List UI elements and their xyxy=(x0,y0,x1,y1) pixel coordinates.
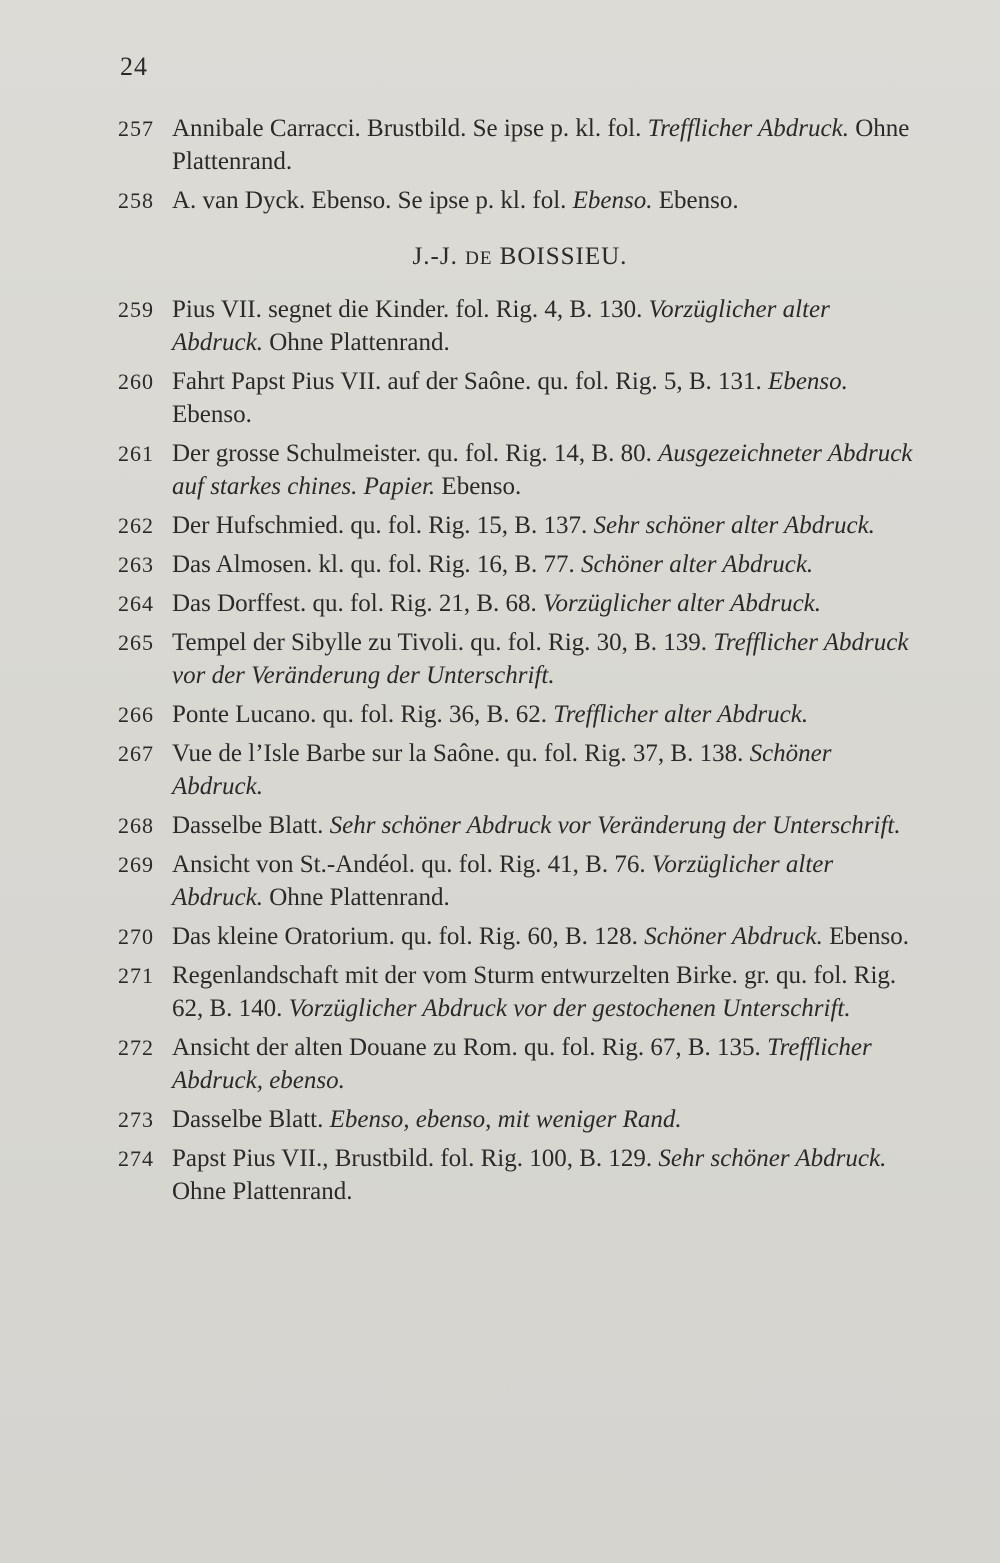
entry-number: 257 xyxy=(118,116,154,141)
entry-text: Ebenso. xyxy=(172,401,252,428)
entry-text: Das Dorffest. qu. fol. Rig. 21, B. 68. xyxy=(172,590,544,617)
entry-condition-italic: Schöner Abdruck. xyxy=(644,923,823,950)
entry-description xyxy=(172,923,909,950)
catalog-entry xyxy=(0,587,1000,620)
heading-initials: J.-J. xyxy=(412,243,458,270)
entry-number: 260 xyxy=(118,369,154,394)
entry-description xyxy=(172,962,896,1022)
entry-condition-italic: Trefflicher Abdruck. xyxy=(647,115,849,142)
catalog-entry xyxy=(0,959,1000,1025)
catalog-entry xyxy=(0,184,1000,217)
entry-text: Der Hufschmied. qu. fol. Rig. 15, B. 137. xyxy=(172,512,594,539)
entry-condition-italic: Vorzüglicher alter Abdruck. xyxy=(172,851,834,911)
catalog-entry xyxy=(0,293,1000,359)
entry-number: 269 xyxy=(118,852,154,877)
entry-condition-italic: Ebenso. xyxy=(768,368,848,395)
catalog-entry xyxy=(0,437,1000,503)
catalog-entry xyxy=(0,626,1000,692)
entry-description xyxy=(172,1145,886,1205)
entry-text: Fahrt Papst Pius VII. auf der Saône. qu. fol. Rig. 5, B. 131. xyxy=(172,368,769,395)
entry-text: Annibale Carracci. Brustbild. Se ipse p. kl. fol. xyxy=(172,115,648,142)
entry-number: 259 xyxy=(118,297,154,322)
entry-condition-italic: Schöner Abdruck. xyxy=(172,740,832,800)
entry-text: Vue de l’Isle Barbe sur la Saône. qu. fol. Rig. 37, B. 138. xyxy=(172,740,750,767)
catalog-entry xyxy=(0,548,1000,581)
entry-condition-italic: Vorzüglicher alter Abdruck. xyxy=(543,590,822,617)
entry-text: Das kleine Oratorium. qu. fol. Rig. 60, B. 128. xyxy=(172,923,645,950)
catalog-entry xyxy=(0,1142,1000,1208)
entry-number: 258 xyxy=(118,188,154,213)
entry-description xyxy=(172,851,833,911)
entry-text: Tempel der Sibylle zu Tivoli. qu. fol. Rig. 30, B. 139. xyxy=(172,629,714,656)
entry-description xyxy=(172,812,901,839)
entry-number: 263 xyxy=(118,552,154,577)
entry-text: Ponte Lucano. qu. fol. Rig. 36, B. 62. xyxy=(172,701,554,728)
entry-text: Papst Pius VII., Brustbild. fol. Rig. 100, B. 129. xyxy=(172,1145,659,1172)
entry-description xyxy=(172,512,875,539)
entry-text: Ohne Plattenrand. xyxy=(262,884,450,911)
entry-number: 271 xyxy=(118,963,154,988)
entry-condition-italic: Trefflicher Abdruck vor der Veränderung der Unterschrift. xyxy=(172,629,909,689)
entry-text: Ohne Plattenrand. xyxy=(172,1178,353,1205)
heading-surname: BOISSIEU. xyxy=(499,243,628,270)
heading-particle: DE xyxy=(465,248,493,269)
entry-condition-italic: Sehr schöner Abdruck. xyxy=(658,1145,887,1172)
entry-condition-italic: Sehr schöner alter Abdruck. xyxy=(593,512,875,539)
catalog-entry xyxy=(0,698,1000,731)
entry-description xyxy=(172,740,832,800)
catalog-entry xyxy=(0,809,1000,842)
entry-description xyxy=(172,590,821,617)
page-number: 24 xyxy=(120,52,148,81)
catalog-entry xyxy=(0,509,1000,542)
catalog-entry xyxy=(0,112,1000,178)
entry-text: Ohne Plattenrand. xyxy=(172,115,910,175)
entry-description xyxy=(172,629,908,689)
entries-before-section xyxy=(0,112,1000,217)
entry-text: Ansicht der alten Douane zu Rom. qu. fol. Rig. 67, B. 135. xyxy=(172,1034,768,1061)
entry-text: Der grosse Schulmeister. qu. fol. Rig. 14, B. 80. xyxy=(172,440,659,467)
entry-description xyxy=(172,368,848,428)
entry-text: Dasselbe Blatt. xyxy=(172,812,330,839)
entry-number: 267 xyxy=(118,741,154,766)
entry-condition-italic: Vorzüglicher Abdruck vor der gestochenen Unterschrift. xyxy=(288,995,851,1022)
entry-description xyxy=(172,115,909,175)
entry-number: 274 xyxy=(118,1146,154,1171)
entry-text: A. van Dyck. Ebenso. Se ipse p. kl. fol. xyxy=(172,187,573,214)
entry-number: 262 xyxy=(118,513,154,538)
entry-number: 264 xyxy=(118,591,154,616)
catalog-entry xyxy=(0,737,1000,803)
entry-condition-italic: Ebenso, ebenso, mit weniger Rand. xyxy=(329,1106,682,1133)
entry-number: 273 xyxy=(118,1107,154,1132)
entry-description xyxy=(172,551,813,578)
entry-number: 266 xyxy=(118,702,154,727)
entry-condition-italic: Ebenso. xyxy=(572,187,653,214)
entry-description xyxy=(172,296,830,356)
catalog-entry xyxy=(0,848,1000,914)
entry-description xyxy=(172,187,739,214)
section-heading-artist xyxy=(40,243,1000,271)
catalog-entry xyxy=(0,1031,1000,1097)
catalog-entry xyxy=(0,365,1000,431)
entry-description xyxy=(172,1106,682,1133)
catalog-entry xyxy=(0,920,1000,953)
entry-description xyxy=(172,701,808,728)
entry-text: Das Almosen. kl. qu. fol. Rig. 16, B. 77. xyxy=(172,551,582,578)
entry-text: Ohne Plattenrand. xyxy=(262,329,450,356)
entry-text: Ebenso. xyxy=(435,473,522,500)
entry-number: 272 xyxy=(118,1035,154,1060)
entries-after-section xyxy=(0,293,1000,1208)
entry-number: 270 xyxy=(118,924,154,949)
entry-condition-italic: Trefflicher Abdruck, ebenso. xyxy=(172,1034,872,1094)
entry-text: Ebenso. xyxy=(822,923,909,950)
catalog-content xyxy=(0,112,1000,1214)
entry-number: 265 xyxy=(118,630,154,655)
entry-text: Pius VII. segnet die Kinder. fol. Rig. 4, B. 130. xyxy=(172,296,649,323)
entry-condition-italic: Schöner alter Abdruck. xyxy=(581,551,814,578)
entry-text: Regenlandschaft mit der vom Sturm entwurzelten Birke. gr. qu. fol. Rig. 62, B. 140. xyxy=(172,962,897,1022)
entry-number: 268 xyxy=(118,813,154,838)
entry-condition-italic: Trefflicher alter Abdruck. xyxy=(553,701,809,728)
entry-description xyxy=(172,440,912,500)
entry-description xyxy=(172,1034,872,1094)
entry-text: Ebenso. xyxy=(652,187,739,214)
entry-text: Ansicht von St.-Andéol. qu. fol. Rig. 41, B. 76. xyxy=(172,851,652,878)
entry-number: 261 xyxy=(118,441,154,466)
entry-condition-italic: Sehr schöner Abdruck vor Veränderung der Unterschrift. xyxy=(329,812,901,839)
entry-condition-italic: Ausgezeichneter Abdruck auf starkes chines. Papier. xyxy=(172,440,913,500)
catalog-entry xyxy=(0,1103,1000,1136)
entry-text: Dasselbe Blatt. xyxy=(172,1106,330,1133)
entry-condition-italic: Vorzüglicher alter Abdruck. xyxy=(172,296,830,356)
